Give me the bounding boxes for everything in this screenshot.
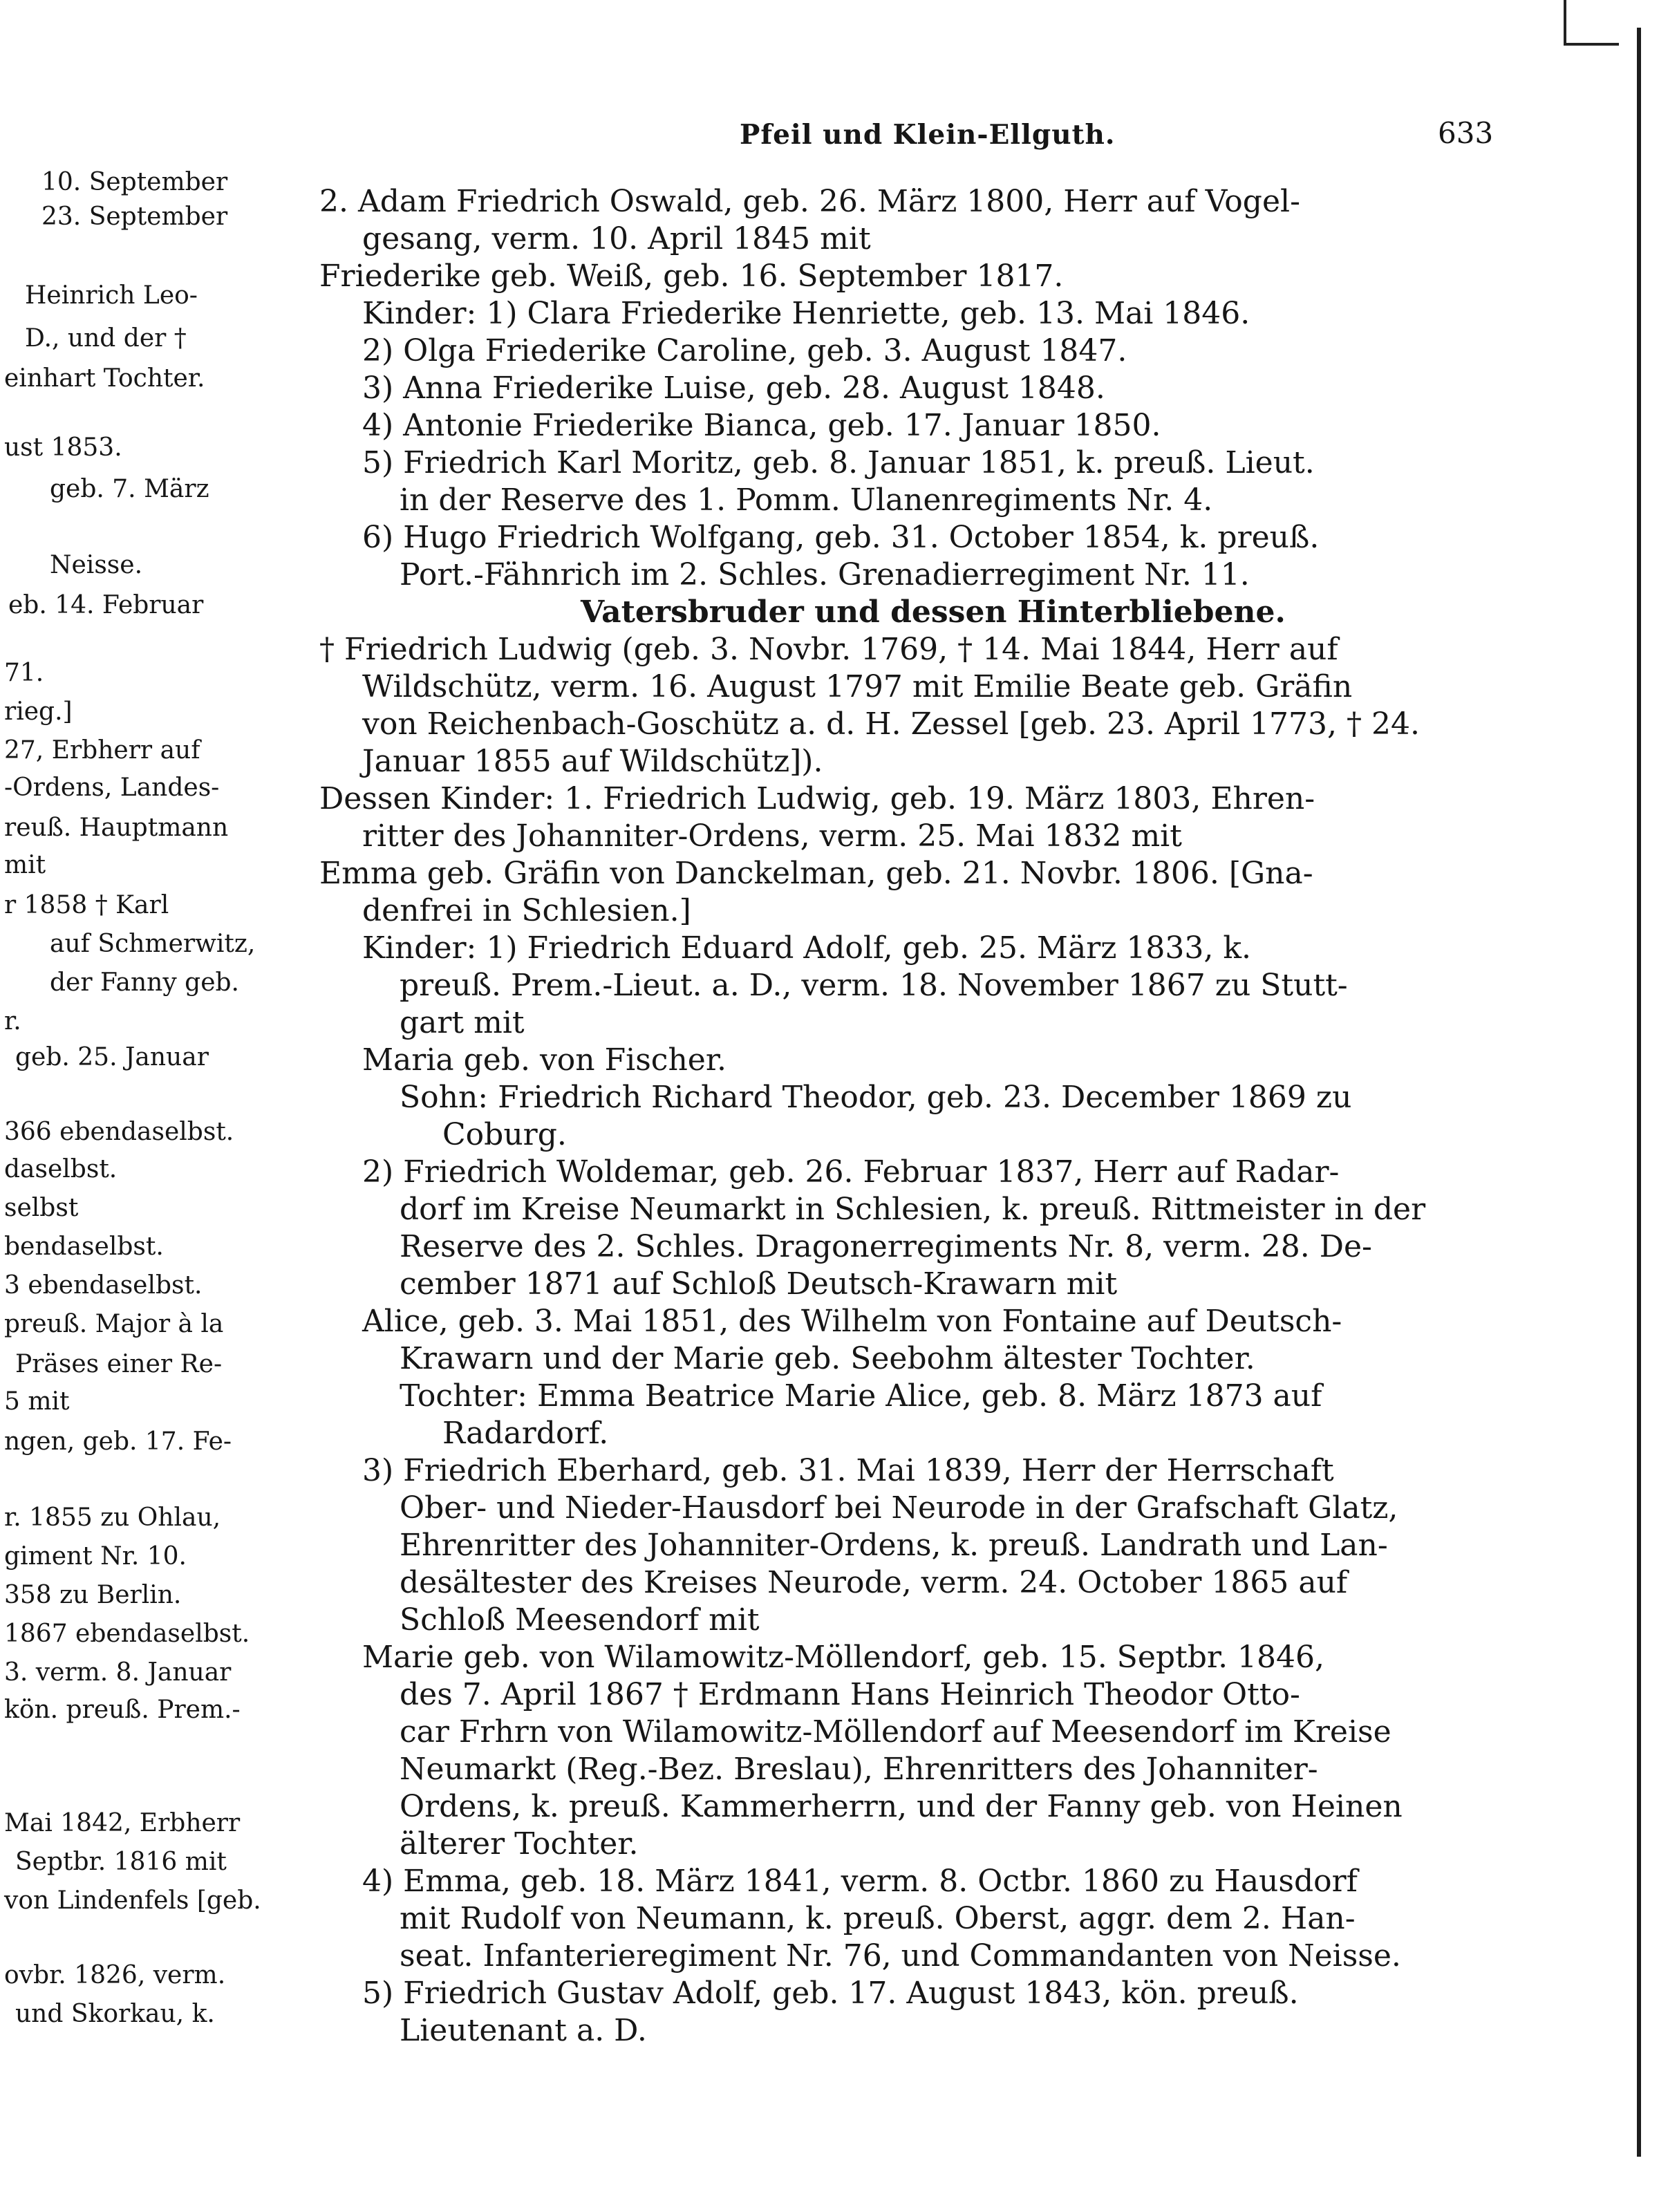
text-line: älterer Tochter. <box>400 1826 639 1862</box>
text-line: des 7. April 1867 † Erdmann Hans Heinrich Theodor Otto- <box>400 1677 1300 1712</box>
fragment-line: r. <box>4 1007 21 1035</box>
fragment-line: 3 ebendaselbst. <box>4 1271 203 1300</box>
text-line: Coburg. <box>442 1117 567 1152</box>
page-number: 633 <box>1438 116 1494 150</box>
fragment-line: Septbr. 1816 mit <box>15 1848 227 1876</box>
fragment-line: reuß. Hauptmann <box>4 814 229 842</box>
text-line: Reserve des 2. Schles. Dragonerregiments Nr. 8, verm. 28. De- <box>400 1229 1372 1264</box>
corner-rule-vertical <box>1564 0 1566 46</box>
text-line: preuß. Prem.-Lieut. a. D., verm. 18. November 1867 zu Stutt- <box>400 968 1348 1003</box>
text-line: † Friedrich Ludwig (geb. 3. Novbr. 1769, † 14. Mai 1844, Herr auf <box>319 632 1338 667</box>
fragment-line: 366 ebendaselbst. <box>4 1118 234 1146</box>
fragment-line: rieg.] <box>4 697 73 726</box>
text-line: Ehrenritter des Johanniter-Ordens, k. preuß. Landrath und Lan- <box>400 1528 1388 1563</box>
fragment-line: D., und der † <box>25 324 187 353</box>
text-line: Wildschütz, verm. 16. August 1797 mit Emilie Beate geb. Gräfin <box>362 669 1353 704</box>
fragment-line: 358 zu Berlin. <box>4 1581 182 1609</box>
fragment-line: kön. preuß. Prem.- <box>4 1696 241 1724</box>
fragment-line: mit <box>4 851 46 879</box>
fragment-line: ovbr. 1826, verm. <box>4 1961 226 1989</box>
text-line: Maria geb. von Fischer. <box>362 1042 727 1078</box>
fragment-line: geb. 25. Januar <box>15 1043 209 1071</box>
fragment-line: der Fanny geb. <box>50 968 239 997</box>
text-line: Kinder: 1) Clara Friederike Henriette, geb. 13. Mai 1846. <box>362 296 1250 331</box>
fragment-line: selbst <box>4 1194 79 1222</box>
text-line: Januar 1855 auf Wildschütz]). <box>362 744 823 779</box>
fragment-line: 5 mit <box>4 1387 70 1416</box>
text-line: 4) Antonie Friederike Bianca, geb. 17. Januar 1850. <box>362 408 1161 443</box>
text-line: Dessen Kinder: 1. Friedrich Ludwig, geb. 19. März 1803, Ehren- <box>319 781 1315 816</box>
fragment-line: 71. <box>4 659 44 687</box>
text-line: denfrei in Schlesien.] <box>362 893 691 928</box>
text-line: in der Reserve des 1. Pomm. Ulanenregiments Nr. 4. <box>400 482 1213 518</box>
fragment-line: -Ordens, Landes- <box>4 774 220 802</box>
fragment-line: einhart Tochter. <box>4 364 205 393</box>
text-line: Neumarkt (Reg.-Bez. Breslau), Ehrenritters des Johanniter- <box>400 1752 1318 1787</box>
text-line: car Frhrn von Wilamowitz-Möllendorf auf Meesendorf im Kreise <box>400 1714 1391 1750</box>
fragment-line: ngen, geb. 17. Fe- <box>4 1427 232 1456</box>
fragment-line: und Skorkau, k. <box>15 2000 215 2028</box>
fragment-line: von Lindenfels [geb. <box>4 1886 261 1915</box>
fragment-line: Heinrich Leo- <box>25 281 198 310</box>
text-line: Port.-Fähnrich im 2. Schles. Grenadierregiment Nr. 11. <box>400 557 1250 592</box>
text-line: cember 1871 auf Schloß Deutsch-Krawarn mit <box>400 1266 1118 1302</box>
fragment-line: Präses einer Re- <box>15 1350 223 1378</box>
text-line: 3) Anna Friederike Luise, geb. 28. August 1848. <box>362 371 1105 406</box>
text-line: dorf im Kreise Neumarkt in Schlesien, k. preuß. Rittmeister in der <box>400 1192 1426 1227</box>
fragment-line: auf Schmerwitz, <box>50 930 256 958</box>
text-line: Emma geb. Gräfin von Danckelman, geb. 21. Novbr. 1806. [Gna- <box>319 856 1313 891</box>
fragment-line: eb. 14. Februar <box>8 591 204 619</box>
fragment-line: geb. 7. März <box>50 475 209 503</box>
text-line: ritter des Johanniter-Ordens, verm. 25. Mai 1832 mit <box>362 818 1182 854</box>
fragment-line: r 1858 † Karl <box>4 891 169 919</box>
text-line: 3) Friedrich Eberhard, geb. 31. Mai 1839, Herr der Herrschaft <box>362 1453 1334 1488</box>
text-line: Lieutenant a. D. <box>400 2013 647 2048</box>
section-heading: Vatersbruder und dessen Hinterbliebene. <box>581 594 1286 630</box>
text-line: Sohn: Friedrich Richard Theodor, geb. 23. December 1869 zu <box>400 1080 1352 1115</box>
fragment-line: 27, Erbherr auf <box>4 736 200 765</box>
fragment-line: Neisse. <box>50 551 143 579</box>
running-title: Pfeil und Klein-Ellguth. <box>740 119 1116 151</box>
text-line: 2) Friedrich Woldemar, geb. 26. Februar 1837, Herr auf Radar- <box>362 1154 1340 1190</box>
text-line: Friederike geb. Weiß, geb. 16. September 1817. <box>319 259 1064 294</box>
text-line: seat. Infanterieregiment Nr. 76, und Commandanten von Neisse. <box>400 1938 1401 1974</box>
text-line: Ober- und Nieder-Hausdorf bei Neurode in der Grafschaft Glatz, <box>400 1490 1398 1526</box>
text-line: Radardorf. <box>442 1416 609 1451</box>
fragment-line: 1867 ebendaselbst. <box>4 1620 250 1648</box>
text-line: Ordens, k. preuß. Kammerherrn, und der Fanny geb. von Heinen <box>400 1789 1403 1824</box>
text-line: 2. Adam Friedrich Oswald, geb. 26. März 1800, Herr auf Vogel- <box>319 184 1300 219</box>
text-line: gart mit <box>400 1005 525 1040</box>
fragment-line: preuß. Major à la <box>4 1310 224 1338</box>
text-line: 5) Friedrich Gustav Adolf, geb. 17. August 1843, kön. preuß. <box>362 1976 1299 2011</box>
fragment-line: ust 1853. <box>4 433 122 462</box>
text-line: Schloß Meesendorf mit <box>400 1602 760 1638</box>
text-line: 5) Friedrich Karl Moritz, geb. 8. Januar 1851, k. preuß. Lieut. <box>362 445 1315 480</box>
text-line: gesang, verm. 10. April 1845 mit <box>362 221 871 256</box>
text-line: Kinder: 1) Friedrich Eduard Adolf, geb. 25. März 1833, k. <box>362 930 1252 966</box>
text-line: mit Rudolf von Neumann, k. preuß. Oberst, aggr. dem 2. Han- <box>400 1901 1356 1936</box>
text-line: Krawarn und der Marie geb. Seebohm ältester Tochter. <box>400 1341 1255 1376</box>
text-line: 2) Olga Friederike Caroline, geb. 3. August 1847. <box>362 333 1127 368</box>
text-line: 4) Emma, geb. 18. März 1841, verm. 8. Octbr. 1860 zu Hausdorf <box>362 1864 1358 1899</box>
fragment-line: daselbst. <box>4 1155 118 1183</box>
text-line: Alice, geb. 3. Mai 1851, des Wilhelm von Fontaine auf Deutsch- <box>362 1304 1342 1339</box>
fragment-line: 23. September <box>41 203 228 231</box>
previous-page-column <box>0 0 261 2212</box>
fragment-line: bendaselbst. <box>4 1232 164 1261</box>
fragment-line: Mai 1842, Erbherr <box>4 1809 241 1837</box>
corner-rule-horizontal <box>1564 43 1619 46</box>
page-edge-rule <box>1637 28 1641 2157</box>
text-line: 6) Hugo Friedrich Wolfgang, geb. 31. October 1854, k. preuß. <box>362 520 1320 555</box>
text-line: Marie geb. von Wilamowitz-Möllendorf, geb. 15. Septbr. 1846, <box>362 1640 1325 1675</box>
fragment-line: 3. verm. 8. Januar <box>4 1658 232 1687</box>
fragment-line: r. 1855 zu Ohlau, <box>4 1503 221 1532</box>
fragment-line: giment Nr. 10. <box>4 1542 187 1571</box>
text-line: Tochter: Emma Beatrice Marie Alice, geb. 8. März 1873 auf <box>400 1378 1322 1414</box>
fragment-line: 10. September <box>41 168 228 196</box>
text-line: von Reichenbach-Goschütz a. d. H. Zessel [geb. 23. April 1773, † 24. <box>362 706 1420 742</box>
text-line: desältester des Kreises Neurode, verm. 24. October 1865 auf <box>400 1565 1348 1600</box>
